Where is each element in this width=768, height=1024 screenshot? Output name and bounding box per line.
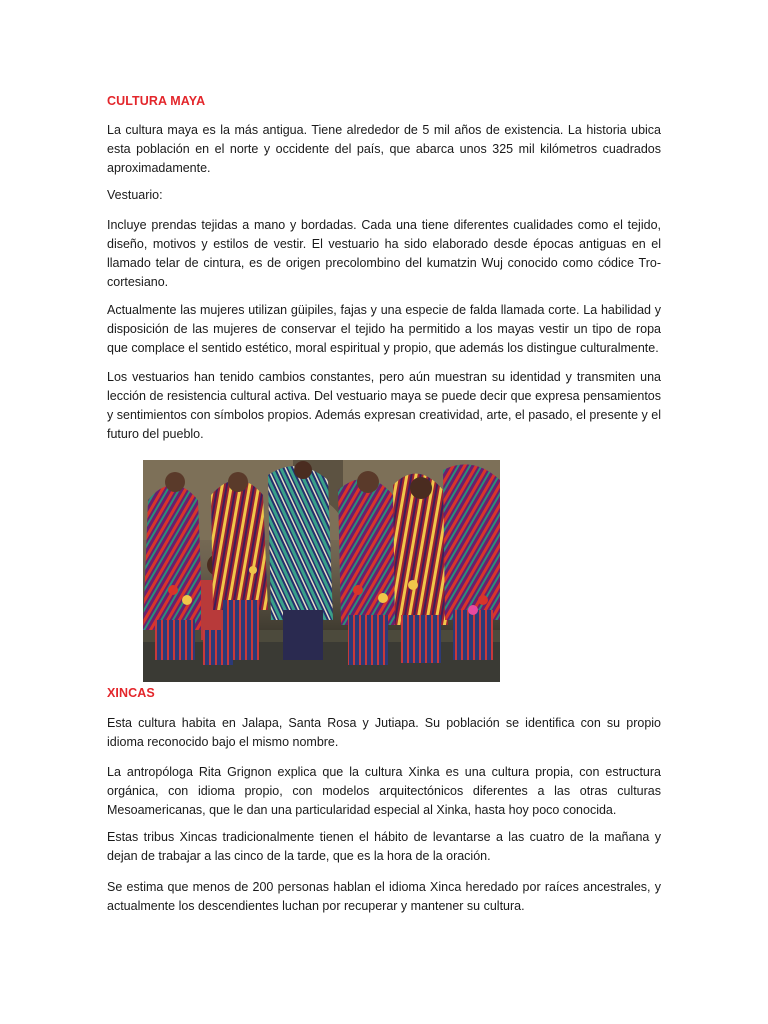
paragraph-xincas-1: Esta cultura habita en Jalapa, Santa Rosa y Jutiapa. Su población se identifica con su propio idioma reconocido bajo el mismo nombre. [107,716,661,749]
paragraph-xincas-2: La antropóloga Rita Grignon explica que la cultura Xinka es una cultura propia, con estructura orgánica, con idioma propio, con modelos arquitectónicos diferentes a las otras culturas Mesoamericanas, que le dan una particularidad especial al Xinka, hasta hoy poco conocida. [107,765,661,817]
photo-maya-women [143,460,500,682]
photo-illustration [143,460,500,682]
paragraph-vestuario-3: Los vestuarios han tenido cambios constantes, pero aún muestran su identidad y transmiten una lección de resistencia cultural activa. Del vestuario maya se puede decir que expresa pensamientos y sentimientos con símbolos propios. Además expresan creatividad, arte, el pasado, el presente y el futuro del pueblo. [107,370,661,441]
figure-5 [393,474,448,663]
paragraph-vestuario-2: Actualmente las mujeres utilizan güipiles, fajas y una especie de falda llamada corte. La habilidad y disposición de las mujeres de conservar el tejido ha permitido a los mayas vestir un tipo de ropa que complace el sentido estético, moral espiritual y propio, que además los distingue culturalmente. [107,303,661,355]
paragraph-xincas-3: Estas tribus Xincas tradicionalmente tienen el hábito de levantarse a las cuatro de la mañana y dejan de trabajar a las cinco de la tarde, que es la hora de la oración. [107,830,661,863]
paragraph-xincas-4: Se estima que menos de 200 personas hablan el idioma Xinca heredado por raíces ancestrales, y actualmente los descendientes luchan por recuperar y mantener su cultura. [107,880,661,913]
subheading-vestuario: Vestuario: [107,188,163,202]
heading-cultura-maya: CULTURA MAYA [107,94,206,108]
heading-xincas: XINCAS [107,686,155,700]
paragraph-vestuario-1: Incluye prendas tejidas a mano y bordadas. Cada una tiene diferentes cualidades como el tejido, diseño, motivos y estilos de vestir. El vestuario ha sido elaborado desde épocas antiguas en el llamado telar de cintura, es de origen precolombino del kumatzin Wuj conocido como códice Tro-cortesiano. [107,218,661,289]
paragraph-maya-intro: La cultura maya es la más antigua. Tiene alrededor de 5 mil años de existencia. La historia ubica esta población en el norte y occidente del país, que abarca unos 325 mil kilómetros cuadrados aproximadamente. [107,123,661,175]
